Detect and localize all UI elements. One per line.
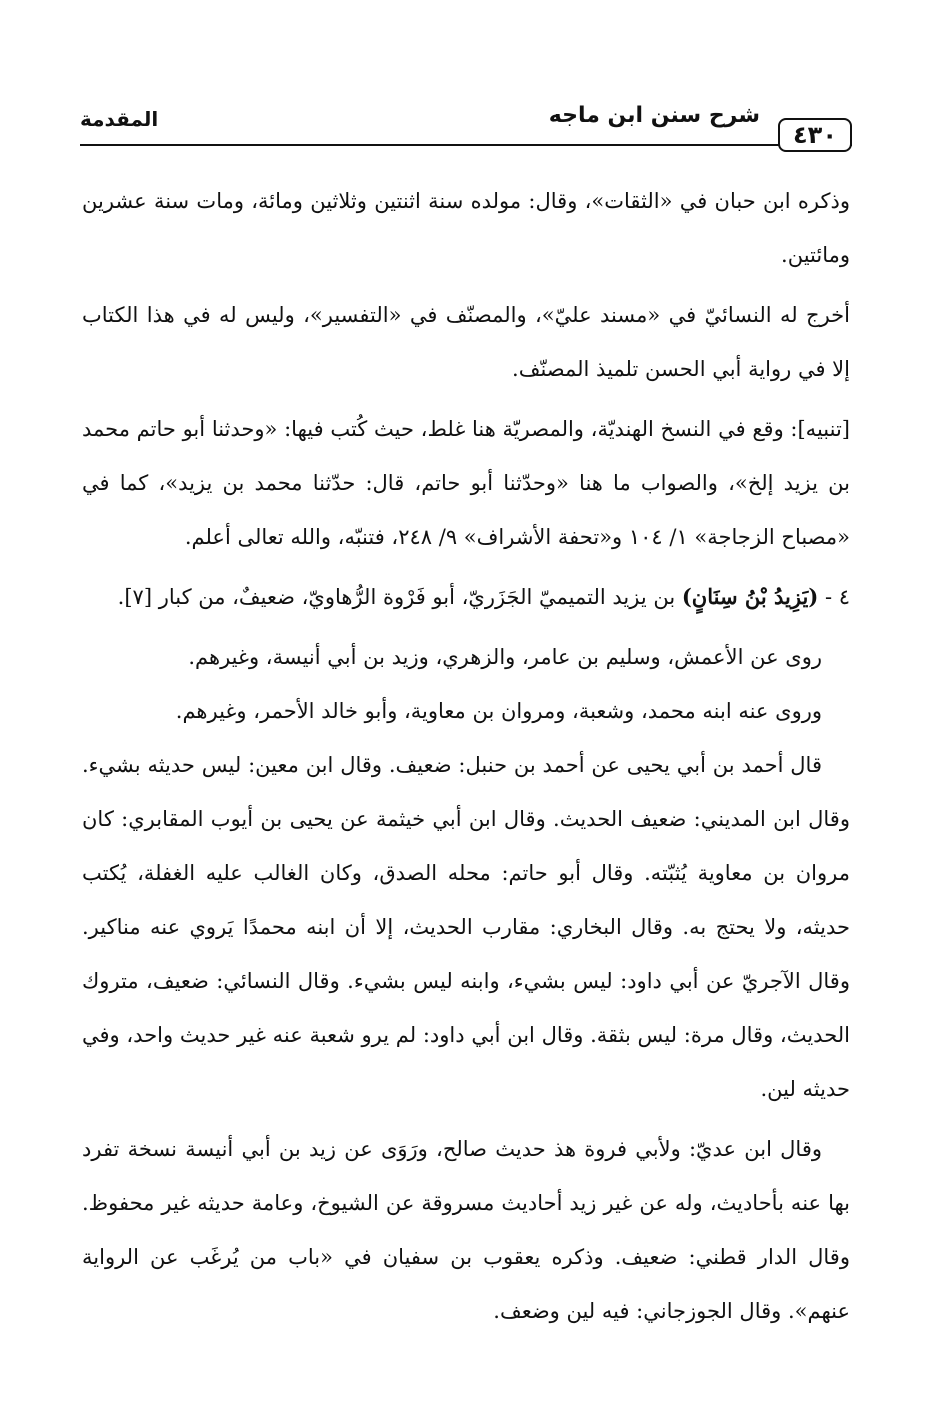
paragraph-takhrij: أخرج له النسائيّ في «مسند عليّ»، والمصنّف في «التفسير»، وليس له في هذا الكتاب إلا في رواية أبي الحسن تلميذ المصنّف. bbox=[82, 303, 850, 381]
paragraph-rawa-an: روى عن الأعمش، وسليم بن عامر، والزهري، وزيد بن أبي أنيسة، وغيرهم. bbox=[188, 645, 822, 669]
header-rule bbox=[80, 144, 852, 146]
page-header bbox=[80, 96, 852, 156]
page-body bbox=[82, 174, 850, 1338]
narrator-name: (يَزِيدُ بْنُ سِنَانٍ) bbox=[681, 584, 819, 609]
section-title: المقدمة bbox=[80, 107, 159, 131]
book-title: شرح سنن ابن ماجه bbox=[548, 103, 760, 128]
narrator-description: بن يزيد التميميّ الجَزَريّ، أبو فَرْوة الرُّهاويّ، ضعيفٌ، من كبار [٧]. bbox=[117, 585, 682, 609]
paragraph-ibn-adi: وقال ابن عديّ: ولأبي فروة هذ حديث صالح، ورَوَى عن زيد بن أبي أنيسة نسخة تفرد بها عنه بأحاديث، وله عن غير زيد أحاديث مسروقة عن الشيوخ، وعامة حديثه غير محفوظ. وقال الدار قطني: ضعيف. وذكره يعقوب بن سفيان في «باب من يُرغَب عن الرواية عنهم». وقال الجوزجاني: فيه لين وضعف. bbox=[82, 1137, 850, 1323]
page-number-box: ٤٣٠ bbox=[778, 118, 852, 152]
paragraph-tanbih: [تنبيه]: وقع في النسخ الهنديّة، والمصريّة هنا غلط، حيث كُتب فيها: «وحدثنا أبو حاتم محمد بن يزيد إلخ»، والصواب ما هنا «وحدّثنا أبو حاتم، قال: حدّثنا محمد بن يزيد»، كما في «مصباح الزجاجة» ١/ ١٠٤ و«تحفة الأشراف» ٩/ ٢٤٨، فتنبّه، والله تعالى أعلم. bbox=[82, 417, 850, 549]
entry-number: ٤ - bbox=[818, 585, 850, 609]
paragraph-thiqat: وذكره ابن حبان في «الثقات»، وقال: مولده سنة اثنتين وثلاثين ومائة، ومات سنة عشرين ومائتين. bbox=[82, 189, 850, 267]
paragraph-rawa-anhu: وروى عنه ابنه محمد، وشعبة، ومروان بن معاوية، وأبو خالد الأحمر، وغيرهم. bbox=[175, 699, 822, 723]
narrator-entry bbox=[82, 570, 850, 624]
paragraph-jarh-tadil: قال أحمد بن أبي يحيى عن أحمد بن حنبل: ضعيف. وقال ابن معين: ليس حديثه بشيء. وقال ابن المديني: ضعيف الحديث. وقال ابن أبي خيثمة عن يحيى بن أيوب المقابري: كان مروان بن معاوية يُثبّته. وقال أبو حاتم: محله الصدق، وكان الغالب عليه الغفلة، يُكتب حديثه، ولا يحتج به. وقال البخاري: مقارب الحديث، إلا أن ابنه محمدًا يَروي عنه مناكير. وقال الآجريّ عن أبي داود: ليس بشيء، وابنه ليس بشيء. وقال النسائي: ضعيف، متروك الحديث، وقال مرة: ليس بثقة. وقال ابن أبي داود: لم يرو شعبة عنه غير حديث واحد، وفي حديثه لين. bbox=[82, 753, 850, 1101]
